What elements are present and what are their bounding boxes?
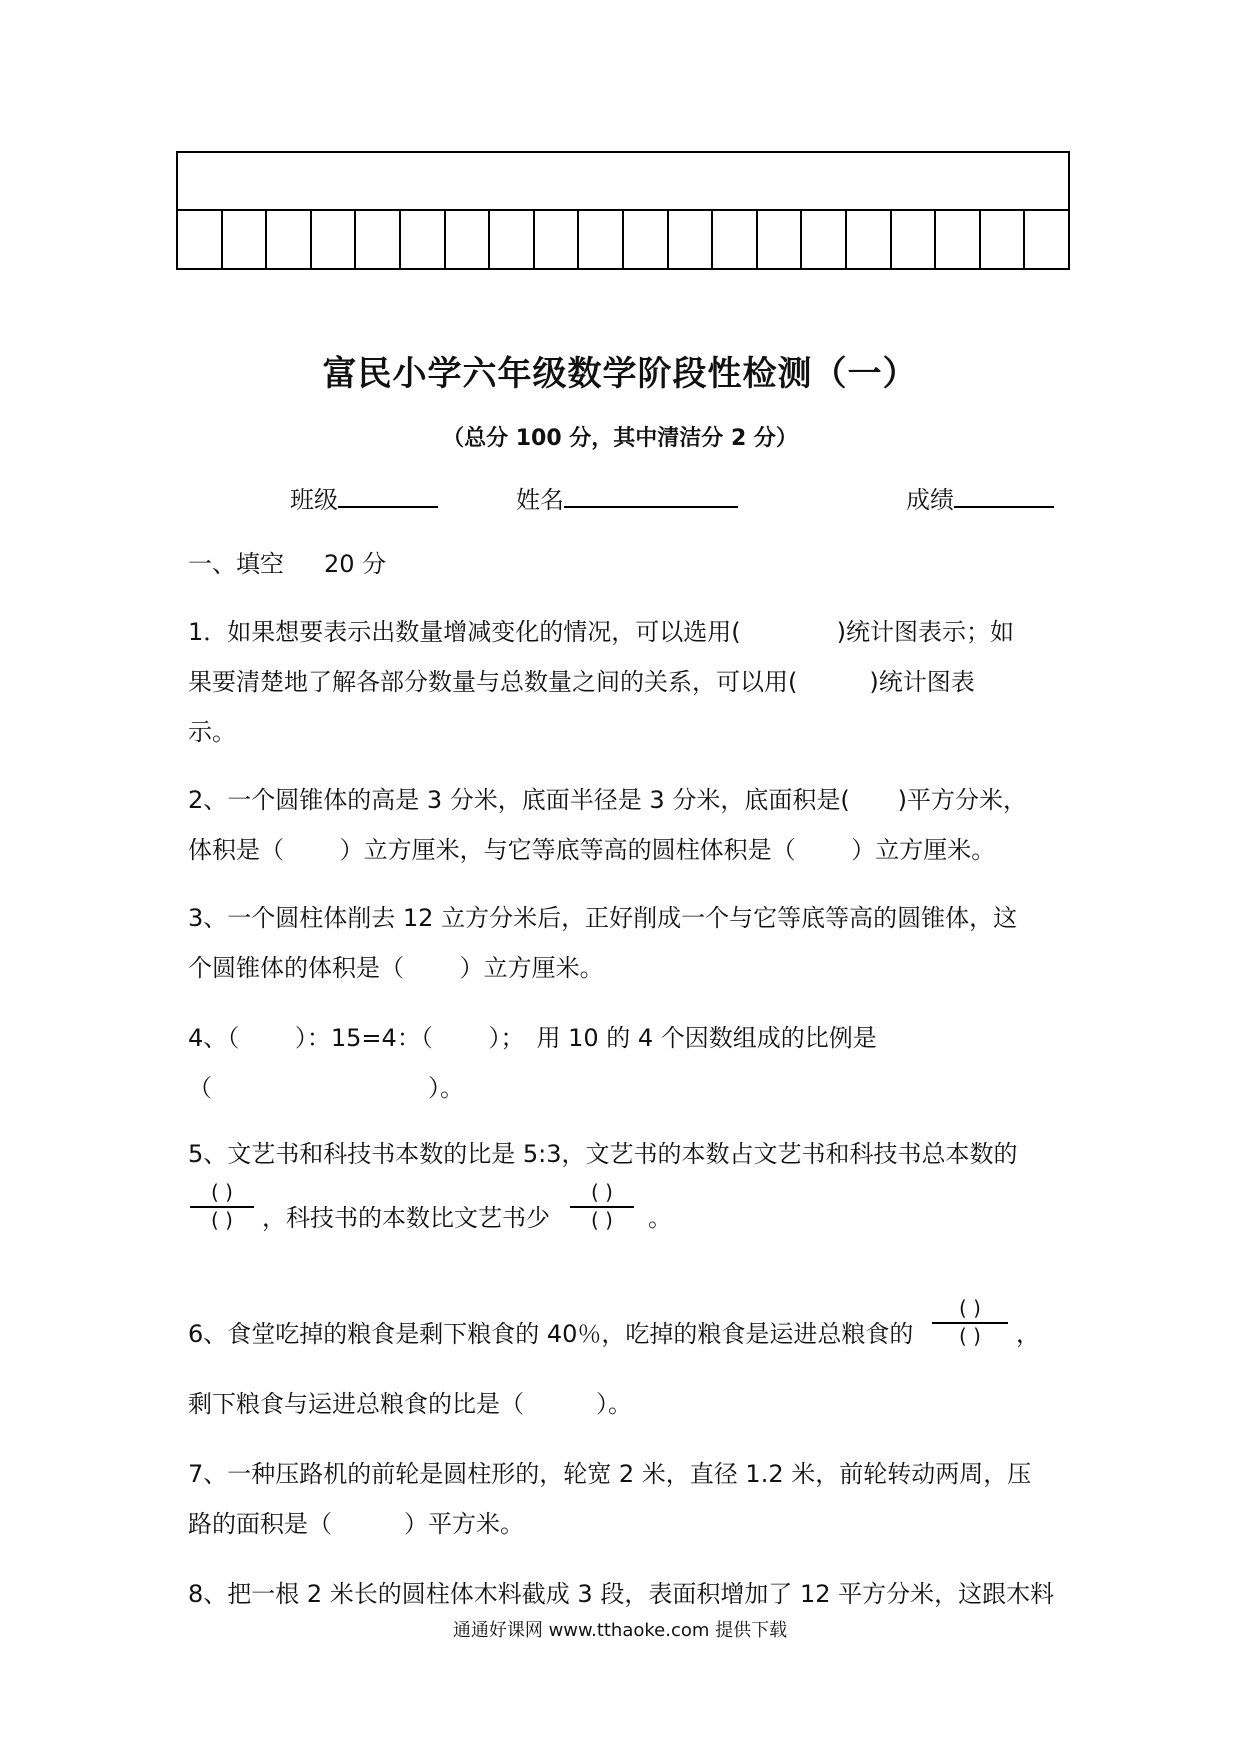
class-label: 班级 [290,486,338,514]
header-grid-cell [223,211,268,268]
q4-line-2: （ ）。 [188,1074,464,1102]
header-grid-cell [713,211,758,268]
q5-line-2-end: 。 [648,1204,672,1232]
header-grid-cell [267,211,312,268]
q4-line-1: 4、（ ）：15=4：（ ）； 用 10 的 4 个因数组成的比例是 [188,1024,877,1052]
class-field [290,480,438,515]
header-grid-cell [178,211,223,268]
section-heading: 一、填空 20 分 [188,550,387,578]
q6-line-2: 剩下粮食与运进总粮食的比是（ ）。 [188,1390,632,1418]
q7-line-2: 路的面积是（ ）平方米。 [188,1510,524,1538]
q7-line-1: 7、一种压路机的前轮是圆柱形的，轮宽 2 米，直径 1.2 米，前轮转动两周，压 [188,1460,1032,1488]
header-grid-cell [490,211,535,268]
header-grid-cell [892,211,937,268]
q5-fraction-1: ( ) ( ) [190,1180,254,1234]
page-title: 富民小学六年级数学阶段性检测（一） [322,354,918,394]
q5-line-2-text: ，科技书的本数比文艺书少 [262,1204,550,1232]
header-grid [176,151,1070,270]
class-blank[interactable] [338,482,438,508]
q3-line-2: 个圆锥体的体积是（ ）立方厘米。 [188,954,604,982]
header-grid-cell [1025,211,1068,268]
name-field [516,480,738,515]
q3-line-1: 3、一个圆柱体削去 12 立方分米后，正好削成一个与它等底等高的圆锥体，这 [188,904,1018,932]
q1-line-3: 示。 [188,718,236,746]
score-blank[interactable] [954,482,1054,508]
q6-line-1-end: ， [1016,1320,1040,1348]
page-subtitle: （总分 100 分，其中清洁分 2 分） [442,426,798,451]
header-grid-cell [758,211,803,268]
header-grid-cell [535,211,580,268]
header-grid-cell [312,211,357,268]
q1-line-2: 果要清楚地了解各部分数量与总数量之间的关系，可以用( )统计图表 [188,668,975,696]
header-grid-cell [847,211,892,268]
header-grid-cell [981,211,1026,268]
q5-fraction-2: ( ) ( ) [570,1180,634,1234]
header-grid-cell [669,211,714,268]
q2-line-2: 体积是（ ）立方厘米，与它等底等高的圆柱体积是（ ）立方厘米。 [188,836,996,864]
header-grid-top-row [178,153,1068,211]
q2-line-1: 2、一个圆锥体的高是 3 分米，底面半径是 3 分米，底面积是( )平方分米， [188,786,1028,814]
name-blank[interactable] [564,482,738,508]
footer-watermark: 通通好课网 www.tthaoke.com 提供下载 [452,1620,788,1641]
name-label: 姓名 [516,486,564,514]
q1-line-1: 1．如果想要表示出数量增减变化的情况，可以选用( )统计图表示；如 [188,618,1014,646]
header-grid-cell [802,211,847,268]
q6-line-1: 6、食堂吃掉的粮食是剩下粮食的 40％，吃掉的粮食是运进总粮食的 [188,1320,914,1348]
header-grid-cell [356,211,401,268]
score-label: 成绩 [906,486,954,514]
q8-line-1: 8、把一根 2 米长的圆柱体木料截成 3 段，表面积增加了 12 平方分米，这跟木料 [188,1580,1055,1608]
q6-fraction: ( ) ( ) [932,1296,1008,1350]
q5-line-1: 5、文艺书和科技书本数的比是 5:3，文艺书的本数占文艺书和科技书总本数的 [188,1140,1018,1168]
header-grid-cell-row [178,211,1068,268]
header-grid-cell [446,211,491,268]
score-field [906,480,1054,515]
header-grid-cell [624,211,669,268]
header-grid-cell [579,211,624,268]
header-grid-cell [401,211,446,268]
header-grid-cell [936,211,981,268]
